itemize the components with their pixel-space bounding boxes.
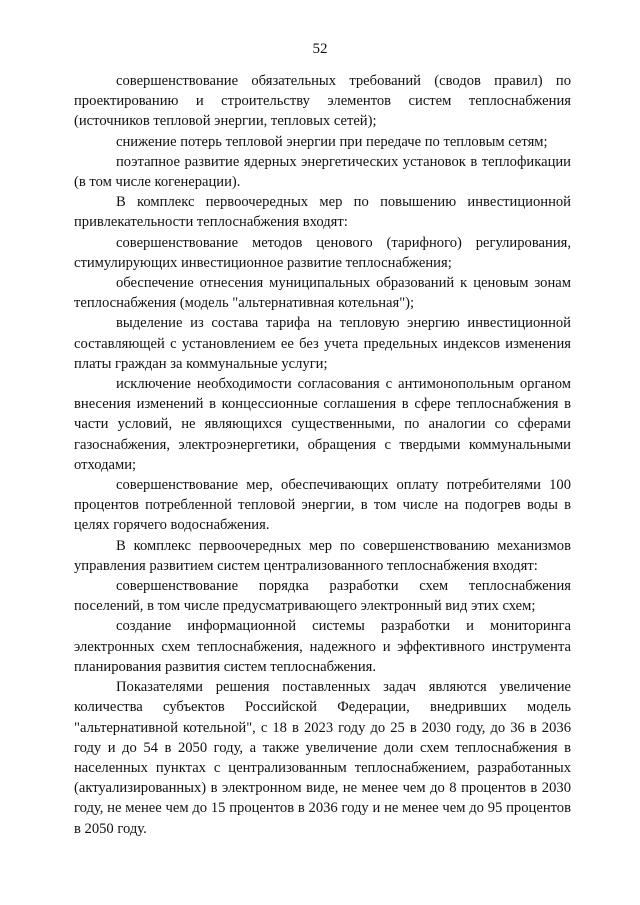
- paragraph-scheme-development: совершенствование порядка разработки схем теплоснабжения поселений, в том числе предусматривающего электронный вид этих схем;: [74, 578, 571, 615]
- paragraph-information-system: создание информационной системы разработки и мониторинга электронных схем теплоснабжения, надежного и эффективного инструмента планирования развития систем теплоснабжения.: [74, 618, 571, 675]
- paragraph-antimonopoly-exclusion: исключение необходимости согласования с антимонопольным органом внесения изменений в концессионные соглашения в сфере теплоснабжения в части условий, не являющихся существенными, по аналогии со сферами газоснабжения, электроэнергетики, обращения с твердыми коммунальными отходами;: [74, 376, 571, 473]
- paragraph-heat-loss-reduction: снижение потерь тепловой энергии при передаче по тепловым сетям;: [116, 133, 548, 150]
- paragraph-tariff-regulation: совершенствование методов ценового (тарифного) регулирования, стимулирующих инвестиционное развитие теплоснабжения;: [74, 234, 571, 271]
- paragraph-nuclear-development: поэтапное развитие ядерных энергетических установок в теплофикации (в том числе когенерации).: [74, 153, 571, 191]
- paragraph-price-zones: обеспечение отнесения муниципальных образований к ценовым зонам теплоснабжения (модель "альтернативная котельная");: [74, 275, 571, 312]
- paragraph-investment-intro: В комплекс первоочередных мер по повышению инвестиционной привлекательности теплоснабжения входят:: [74, 194, 571, 231]
- paragraph-requirements-improvement: совершенствование обязательных требований (сводов правил) по проектированию и строительству элементов систем теплоснабжения (источников тепловой энергии, тепловых сетей);: [74, 73, 571, 130]
- document-body: [74, 71, 571, 839]
- page-number: 52: [312, 41, 328, 57]
- paragraph-investment-component: выделение из состава тарифа на тепловую энергию инвестиционной составляющей с установлением ее без учета предельных индексов изменения платы граждан за коммунальные услуги;: [74, 315, 571, 372]
- paragraph-payment-measures: совершенствование мер, обеспечивающих оплату потребителями 100 процентов потребленной тепловой энергии, в том числе на подогрев воды в целях горячего водоснабжения.: [74, 477, 571, 534]
- paragraph-management-intro: В комплекс первоочередных мер по совершенствованию механизмов управления развитием систем централизованного теплоснабжения входят:: [74, 537, 571, 574]
- paragraph-indicators: Показателями решения поставленных задач являются увеличение количества субъектов Российской Федерации, внедривших модель "альтернативной котельной", с 18 в 2023 году до 25 в 2030 году, до 36 в 2036 году и до 54 в 2050 году, а также увеличение доли схем теплоснабжения в населенных пунктах с централизованным теплоснабжением, разработанных (актуализированных) в электронном виде, не менее чем до 8 процентов в 2030 году, не менее чем до 15 процентов в 2036 году и не менее чем до 95 процентов в 2050 году.: [74, 679, 571, 837]
